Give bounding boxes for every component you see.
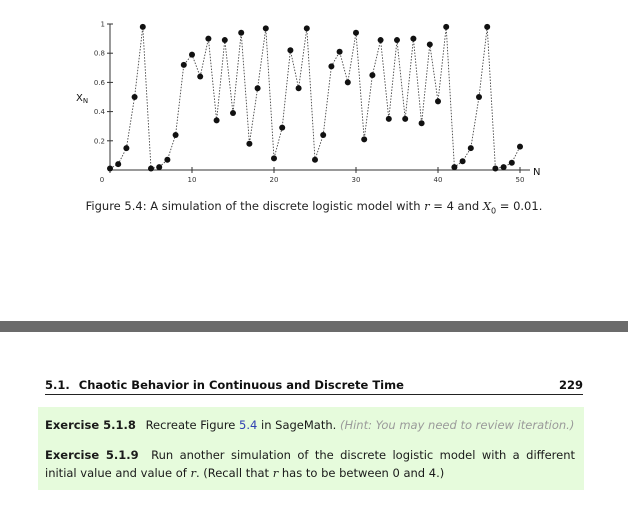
data-point xyxy=(328,63,334,69)
caption-x-eq: = 0.01. xyxy=(496,199,543,213)
axis-labels xyxy=(76,93,540,178)
data-point xyxy=(107,166,113,172)
exercise-text: . (Recall that xyxy=(195,466,273,480)
exercise-text: in SageMath. xyxy=(257,418,337,432)
data-point xyxy=(214,117,220,123)
data-point xyxy=(419,120,425,126)
exercise-text: Recreate Figure xyxy=(145,418,240,432)
data-point xyxy=(271,155,277,161)
data-point xyxy=(345,79,351,85)
data-point xyxy=(337,49,343,55)
data-point xyxy=(451,164,457,170)
section-title-wrap xyxy=(45,378,404,392)
caption-x: X xyxy=(482,199,492,213)
data-point xyxy=(173,132,179,138)
data-point xyxy=(402,116,408,122)
data-point xyxy=(189,52,195,58)
y-tick-label: 0.6 xyxy=(93,78,105,87)
page-number: 229 xyxy=(558,378,583,392)
data-point xyxy=(394,37,400,43)
x-tick-label: 50 xyxy=(515,176,525,184)
exercise-hint: (Hint: You may need to review iteration.) xyxy=(339,418,575,432)
data-point xyxy=(435,98,441,104)
data-point xyxy=(460,158,466,164)
y-tick-label: 0.2 xyxy=(93,137,105,146)
exercise-label: Exercise 5.1.8 xyxy=(45,418,136,432)
data-point xyxy=(484,24,490,30)
data-point xyxy=(304,25,310,31)
x-tick-label: 30 xyxy=(351,176,361,184)
data-point xyxy=(287,47,293,53)
exercise-box xyxy=(38,407,584,490)
caption-r-eq: = 4 and xyxy=(429,199,483,213)
caption-r: r xyxy=(424,199,430,213)
x-tick-label: 0 xyxy=(99,176,105,184)
data-point xyxy=(222,37,228,43)
data-point xyxy=(320,132,326,138)
figure-caption xyxy=(0,199,628,215)
data-point xyxy=(492,166,498,172)
y-tick-label: 1 xyxy=(100,20,105,29)
data-point xyxy=(517,144,523,150)
data-point xyxy=(181,62,187,68)
y-tick-label: 0.8 xyxy=(93,49,105,58)
data-point xyxy=(476,94,482,100)
data-point xyxy=(386,116,392,122)
y-axis xyxy=(94,21,113,171)
data-point xyxy=(361,136,367,142)
data-point xyxy=(501,164,507,170)
exercise-text: has to be between 0 and 4.) xyxy=(278,466,445,480)
data-point xyxy=(353,30,359,36)
y-tick-label: 0.4 xyxy=(93,108,105,117)
data-point xyxy=(238,30,244,36)
data-point xyxy=(140,24,146,30)
data-point xyxy=(468,145,474,151)
data-point xyxy=(378,37,384,43)
page-divider xyxy=(0,321,628,332)
data-point xyxy=(205,36,211,42)
exercise-5-1-8 xyxy=(45,416,575,434)
data-point xyxy=(148,166,154,172)
data-point xyxy=(410,36,416,42)
data-point xyxy=(296,85,302,91)
data-point xyxy=(156,164,162,170)
caption-x-sub: 0 xyxy=(491,206,497,216)
data-point xyxy=(427,41,433,47)
data-point xyxy=(230,110,236,116)
figure-reference-link[interactable]: 5.4 xyxy=(239,418,258,432)
section-title: Chaotic Behavior in Continuous and Discrete Time xyxy=(78,378,404,392)
exercise-5-1-9 xyxy=(45,446,575,482)
data-point xyxy=(132,94,138,100)
exercise-label: Exercise 5.1.9 xyxy=(45,448,139,462)
data-point xyxy=(369,72,375,78)
exercise-text: Run another simulation of the discrete logistic model with a different initial value and value of xyxy=(45,448,575,480)
data-point xyxy=(255,85,261,91)
math-r: r xyxy=(272,466,279,480)
data-point xyxy=(164,157,170,163)
x-tick-label: 40 xyxy=(433,176,443,184)
data-point xyxy=(123,145,129,151)
section-number: 5.1. xyxy=(45,378,70,392)
data-point xyxy=(279,125,285,131)
data-point xyxy=(197,74,203,80)
data-point xyxy=(312,157,318,163)
x-tick-label: 10 xyxy=(187,176,197,184)
data-point xyxy=(443,24,449,30)
data-point xyxy=(115,161,121,167)
x-axis xyxy=(100,167,530,184)
data-series xyxy=(107,24,523,172)
series-line xyxy=(110,27,520,169)
math-r: r xyxy=(190,466,196,480)
y-axis-label: $X_N$ xyxy=(76,93,89,105)
x-axis-label: N xyxy=(533,167,541,178)
data-point xyxy=(246,141,252,147)
data-point xyxy=(263,25,269,31)
section-header xyxy=(45,378,583,395)
x-tick-label: 20 xyxy=(269,176,279,184)
logistic-map-chart xyxy=(0,0,628,195)
data-point xyxy=(509,160,515,166)
caption-text: Figure 5.4: A simulation of the discrete logistic model with xyxy=(85,199,421,213)
